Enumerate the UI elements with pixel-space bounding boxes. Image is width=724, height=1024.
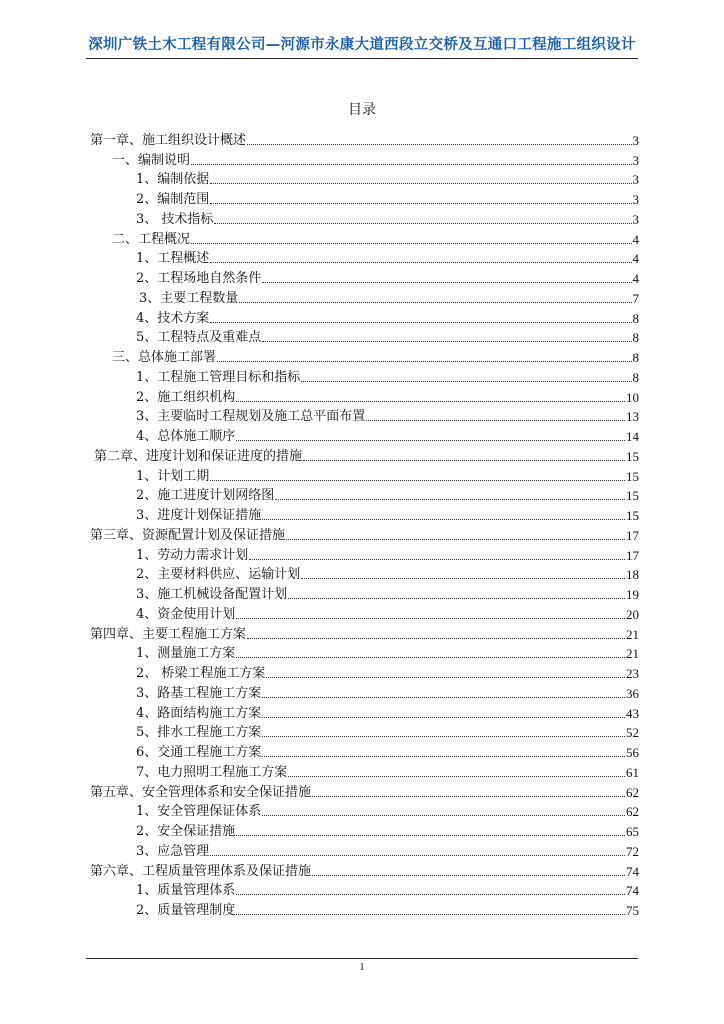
- toc-dot-leader: [262, 716, 625, 718]
- toc-entry[interactable]: [90, 820, 639, 840]
- toc-entry-label: 5、排水工程施工方案: [136, 725, 262, 741]
- toc-entry[interactable]: [90, 129, 639, 149]
- toc-dot-leader: [262, 518, 625, 520]
- toc-entry-page: 15: [626, 448, 639, 464]
- toc-entry-label: 第五章、安全管理体系和安全保证措施: [90, 784, 312, 800]
- toc-entry[interactable]: [90, 583, 639, 603]
- toc-entry-label: 1、测量施工方案: [136, 646, 236, 662]
- toc-entry-page: 65: [626, 824, 639, 839]
- toc-entry-label: 2、编制范围: [136, 192, 210, 207]
- toc-entry-label: 4、技术方案: [136, 310, 210, 326]
- toc-entry-page: 62: [626, 784, 639, 800]
- toc-entry-page: 8: [632, 350, 639, 365]
- toc-entry-label: 三、总体施工部署: [112, 350, 217, 365]
- toc-entry-page: 36: [626, 685, 639, 701]
- toc-entry[interactable]: [90, 899, 639, 919]
- toc-entry-page: 18: [626, 567, 639, 583]
- toc-entry[interactable]: [90, 564, 639, 584]
- toc-entry-page: 23: [626, 666, 639, 681]
- toc-entry[interactable]: [90, 425, 639, 445]
- toc-entry-page: 3: [632, 192, 639, 207]
- toc-dot-leader: [210, 261, 631, 263]
- toc-dot-leader: [214, 222, 631, 224]
- toc-entry[interactable]: [90, 149, 639, 169]
- toc-entry-page: 15: [626, 468, 639, 484]
- toc-dot-leader: [262, 340, 631, 342]
- toc-entry-label: 2、质量管理制度: [136, 903, 236, 918]
- toc-entry-label: 第二章、进度计划和保证进度的措施: [94, 448, 303, 464]
- toc-dot-leader: [262, 814, 625, 816]
- toc-entry-label: 第三章、资源配置计划及保证措施: [90, 527, 286, 543]
- toc-entry-page: 14: [626, 429, 639, 444]
- toc-dot-leader: [210, 854, 625, 856]
- toc-entry[interactable]: [90, 366, 639, 386]
- toc-entry-page: 3: [632, 211, 639, 227]
- toc-entry[interactable]: [90, 722, 639, 742]
- toc-dot-leader: [217, 360, 631, 362]
- toc-dot-leader: [247, 143, 631, 145]
- toc-entry-label: 4、路面结构施工方案: [136, 705, 262, 721]
- toc-entry-label: 2、施工组织机构: [136, 389, 236, 405]
- toc-dot-leader: [288, 775, 625, 777]
- toc-dot-leader: [286, 538, 625, 540]
- toc-entry-label: 3、进度计划保证措施: [136, 508, 262, 523]
- toc-dot-leader: [236, 893, 625, 895]
- toc-entry-page: 4: [632, 251, 639, 267]
- toc-entry-page: 19: [626, 587, 639, 602]
- toc-entry-label: 第六章、工程质量管理体系及保证措施: [90, 863, 312, 879]
- toc-entry-label: 3、 技术指标: [136, 211, 214, 227]
- toc-entry[interactable]: [90, 208, 639, 228]
- toc-entry-page: 17: [626, 527, 639, 543]
- toc-entry-label: 4、资金使用计划: [136, 606, 236, 622]
- toc-dot-leader: [262, 755, 625, 757]
- toc-entry-label: 6、交通工程施工方案: [136, 745, 262, 760]
- toc-entry-page: 15: [626, 508, 639, 523]
- toc-entry-label: 1、工程概述: [136, 251, 210, 267]
- toc-entry-label: 3、应急管理: [136, 843, 210, 859]
- toc-dot-leader: [236, 439, 625, 441]
- toc-entry-label: 第四章、主要工程施工方案: [90, 626, 247, 642]
- toc-entry-page: 72: [626, 843, 639, 859]
- footer-divider: [86, 958, 638, 959]
- toc-dot-leader: [210, 202, 631, 204]
- toc-entry[interactable]: [90, 761, 639, 781]
- toc-entry-page: 8: [632, 310, 639, 326]
- toc-entry-page: 62: [626, 804, 639, 820]
- toc-entry-label: 一、编制说明: [112, 152, 191, 168]
- toc-dot-leader: [191, 242, 631, 244]
- toc-dot-leader: [249, 558, 625, 560]
- toc-entry-label: 2、 桥梁工程施工方案: [136, 666, 266, 681]
- toc-dot-leader: [312, 795, 625, 797]
- toc-entry[interactable]: [90, 248, 639, 268]
- toc-entry-label: 第一章、施工组织设计概述: [90, 132, 247, 148]
- toc-dot-leader: [262, 281, 631, 283]
- toc-entry[interactable]: [90, 682, 639, 702]
- toc-entry-label: 7、电力照明工程施工方案: [136, 764, 288, 780]
- toc-dot-leader: [236, 617, 625, 619]
- toc-entry[interactable]: [90, 465, 639, 485]
- toc-entry-label: 1、安全管理保证体系: [136, 804, 262, 820]
- toc-dot-leader: [288, 597, 625, 599]
- toc-dot-leader: [301, 380, 631, 382]
- toc-entry[interactable]: [90, 169, 639, 189]
- toc-entry[interactable]: [90, 741, 639, 761]
- toc-entry[interactable]: [90, 702, 639, 722]
- toc-entry-page: 61: [626, 764, 639, 780]
- toc-entry-page: 13: [626, 409, 639, 425]
- toc-entry[interactable]: [90, 623, 639, 643]
- toc-entry[interactable]: [90, 406, 639, 426]
- toc-entry[interactable]: [90, 188, 639, 208]
- toc-entry-label: 3、主要临时工程规划及施工总平面布置: [136, 409, 366, 425]
- toc-entry[interactable]: [90, 445, 639, 465]
- toc-entry[interactable]: [90, 662, 639, 682]
- toc-entry[interactable]: [90, 327, 639, 347]
- toc-entry-label: 4、总体施工顺序: [136, 429, 236, 444]
- toc-entry-label: 5、工程特点及重难点: [136, 330, 262, 346]
- toc-dot-leader: [247, 637, 625, 639]
- toc-dot-leader: [210, 182, 631, 184]
- toc-dot-leader: [266, 676, 625, 678]
- toc-entry-page: 74: [626, 883, 639, 899]
- toc-entry-page: 17: [626, 547, 639, 563]
- toc-entry-page: 4: [632, 231, 639, 247]
- toc-entry[interactable]: [90, 880, 639, 900]
- toc-entry-page: 56: [626, 745, 639, 760]
- toc-dot-leader: [236, 656, 625, 658]
- toc-dot-leader: [275, 498, 625, 500]
- toc-entry-page: 20: [626, 606, 639, 622]
- toc-dot-leader: [191, 163, 631, 165]
- toc-entry[interactable]: [90, 781, 639, 801]
- toc-entry-page: 52: [626, 725, 639, 741]
- toc-entry[interactable]: [90, 544, 639, 564]
- header-title: 深圳广铁土木工程有限公司—河源市永康大道西段立交桥及互通口工程施工组织设计: [88, 37, 636, 53]
- toc-dot-leader: [239, 301, 631, 303]
- toc-entry-label: 2、安全保证措施: [136, 824, 236, 839]
- toc-entry-page: 8: [632, 369, 639, 385]
- toc-dot-leader: [210, 479, 625, 481]
- toc-entry-label: 二、工程概况: [112, 231, 191, 247]
- toc-entry[interactable]: [90, 603, 639, 623]
- table-of-contents: [90, 129, 639, 919]
- toc-dot-leader: [210, 321, 631, 323]
- toc-entry[interactable]: [90, 860, 639, 880]
- toc-entry-label: 1、工程施工管理目标和指标: [136, 369, 301, 385]
- toc-entry[interactable]: [90, 228, 639, 248]
- toc-heading: 目录: [348, 102, 376, 118]
- toc-entry-page: 75: [626, 903, 639, 918]
- toc-entry-label: 1、计划工期: [136, 468, 210, 484]
- toc-entry[interactable]: [90, 524, 639, 544]
- toc-entry[interactable]: [90, 287, 639, 307]
- toc-entry[interactable]: [90, 643, 639, 663]
- toc-entry-label: 1、编制依据: [136, 172, 210, 188]
- toc-dot-leader: [236, 834, 625, 836]
- toc-entry[interactable]: [90, 504, 639, 524]
- toc-dot-leader: [262, 696, 625, 698]
- toc-entry-page: 10: [626, 389, 639, 405]
- toc-entry-label: 3、施工机械设备配置计划: [136, 587, 288, 602]
- toc-entry[interactable]: [90, 307, 639, 327]
- toc-entry[interactable]: [90, 485, 639, 505]
- toc-entry[interactable]: [90, 267, 639, 287]
- toc-entry-page: 3: [632, 172, 639, 188]
- toc-entry-page: 43: [626, 705, 639, 721]
- toc-entry-label: 1、劳动力需求计划: [136, 547, 249, 563]
- toc-dot-leader: [236, 400, 625, 402]
- toc-dot-leader: [366, 419, 625, 421]
- toc-entry-page: 21: [626, 626, 639, 642]
- toc-entry-label: 1、质量管理体系: [136, 883, 236, 899]
- toc-dot-leader: [301, 577, 625, 579]
- toc-entry[interactable]: [90, 840, 639, 860]
- toc-entry-page: 74: [626, 863, 639, 879]
- toc-dot-leader: [236, 913, 625, 915]
- toc-entry-label: 2、工程场地自然条件: [136, 271, 262, 286]
- toc-entry-page: 3: [632, 132, 639, 148]
- toc-entry-page: 3: [632, 152, 639, 168]
- toc-entry-page: 7: [632, 290, 639, 306]
- toc-dot-leader: [312, 874, 625, 876]
- toc-entry[interactable]: [90, 801, 639, 821]
- toc-entry-page: 4: [632, 271, 639, 286]
- toc-entry-label: 3、主要工程数量: [139, 290, 239, 306]
- toc-dot-leader: [303, 459, 625, 461]
- footer-page-number: 1: [359, 962, 365, 973]
- toc-dot-leader: [262, 735, 625, 737]
- toc-entry-label: 3、路基工程施工方案: [136, 685, 262, 701]
- toc-entry-page: 21: [626, 646, 639, 662]
- toc-entry[interactable]: [90, 386, 639, 406]
- toc-entry-label: 2、施工进度计划网络图: [136, 488, 275, 504]
- toc-entry[interactable]: [90, 346, 639, 366]
- page-header: [86, 36, 638, 59]
- toc-entry-page: 15: [626, 488, 639, 504]
- toc-entry-label: 2、主要材料供应、运输计划: [136, 567, 301, 583]
- toc-entry-page: 8: [632, 330, 639, 346]
